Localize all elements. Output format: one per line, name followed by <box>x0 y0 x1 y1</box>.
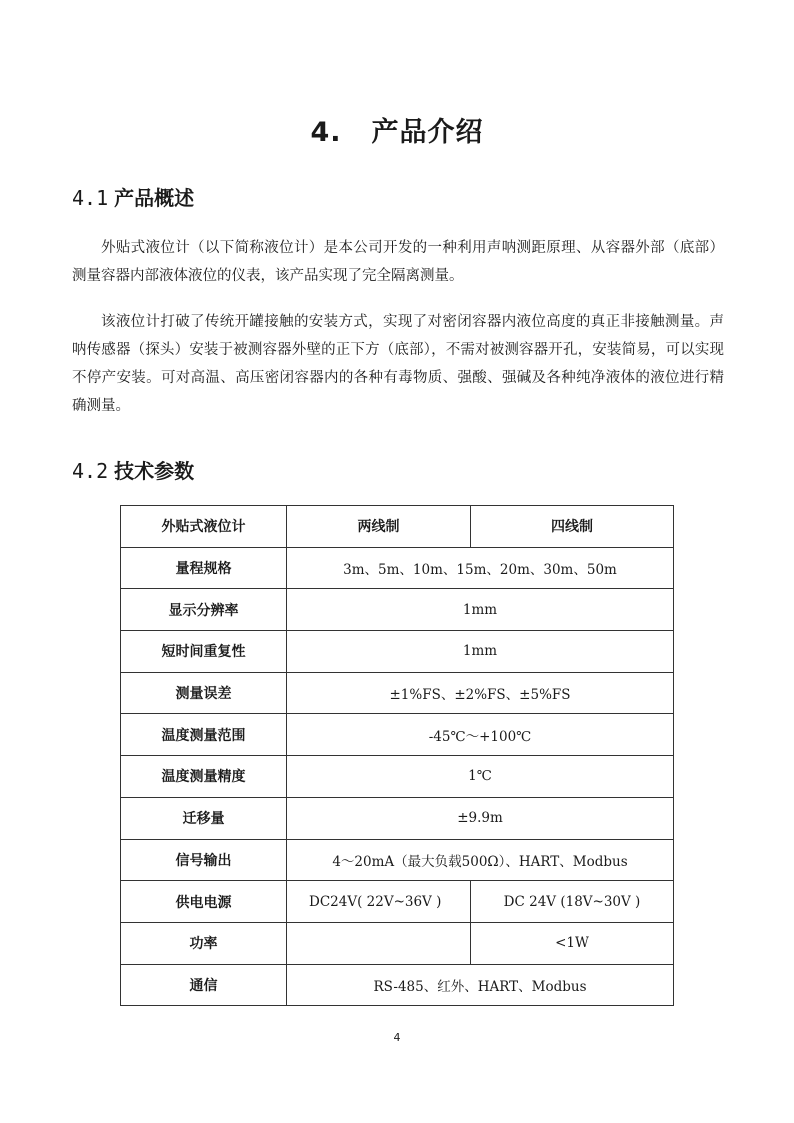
row-label: 量程规格 <box>121 547 287 589</box>
table-row <box>121 672 674 714</box>
table-header-row <box>121 506 674 548</box>
table-row <box>121 589 674 631</box>
header-cell-four-wire: 四线制 <box>471 506 674 548</box>
row-label: 通信 <box>121 964 287 1006</box>
row-value: 1℃ <box>287 756 674 798</box>
section-title: 产品概述 <box>114 186 195 210</box>
row-label: 短时间重复性 <box>121 631 287 673</box>
row-value: 1mm <box>287 631 674 673</box>
row-label: 功率 <box>121 922 287 964</box>
row-value: ±1%FS、±2%FS、±5%FS <box>287 672 674 714</box>
row-value: ±9.9m <box>287 797 674 839</box>
row-label: 温度测量精度 <box>121 756 287 798</box>
header-cell-two-wire: 两线制 <box>287 506 471 548</box>
chapter-title: 产品介绍 <box>371 117 484 148</box>
chapter-number: 4. <box>310 117 342 148</box>
row-label: 迁移量 <box>121 797 287 839</box>
row-value: 1mm <box>287 589 674 631</box>
page-number: 4 <box>393 1031 401 1044</box>
table-row <box>121 964 674 1006</box>
table-row <box>121 631 674 673</box>
row-value: 3m、5m、10m、15m、20m、30m、50m <box>287 547 674 589</box>
row-value: -45℃～+100℃ <box>287 714 674 756</box>
row-label: 温度测量范围 <box>121 714 287 756</box>
row-value-four-wire: DC 24V (18V~30V ) <box>471 881 674 923</box>
row-value-two-wire <box>287 922 471 964</box>
section-number: 4.1 <box>72 186 109 210</box>
section-number: 4.2 <box>72 459 109 483</box>
row-value-two-wire: DC24V( 22V~36V ) <box>287 881 471 923</box>
table-row <box>121 756 674 798</box>
overview-paragraph-2: 该液位计打破了传统开罐接触的安装方式，实现了对密闭容器内液位高度的真正非接触测量。声呐传感器（探头）安装于被测容器外壁的正下方（底部），不需对被测容器开孔，安装简易，可以实现不停产安装。可对高温、高压密闭容器内的各种有毒物质、强酸、强碱及各种纯净液体的液位进行精确测量。 <box>72 314 724 414</box>
table-row <box>121 547 674 589</box>
table-row <box>121 714 674 756</box>
table-row <box>121 797 674 839</box>
table-row <box>121 839 674 881</box>
section-title: 技术参数 <box>114 459 195 483</box>
table-row <box>121 922 674 964</box>
header-cell-product: 外贴式液位计 <box>121 506 287 548</box>
section-heading-overview <box>72 182 194 211</box>
row-label: 显示分辨率 <box>121 589 287 631</box>
row-value: 4～20mA（最大负载500Ω）、HART、Modbus <box>287 839 674 881</box>
row-label: 测量误差 <box>121 672 287 714</box>
row-label: 信号输出 <box>121 839 287 881</box>
row-label: 供电电源 <box>121 881 287 923</box>
spec-table <box>120 505 674 1006</box>
row-value: RS-485、红外、HART、Modbus <box>287 964 674 1006</box>
section-heading-specs <box>72 455 194 484</box>
table-row <box>121 881 674 923</box>
chapter-heading <box>0 110 794 149</box>
row-value-four-wire: <1W <box>471 922 674 964</box>
overview-paragraph-1: 外贴式液位计（以下简称液位计）是本公司开发的一种利用声呐测距原理、从容器外部（底部）测量容器内部液体液位的仪表，该产品实现了完全隔离测量。 <box>72 240 724 284</box>
